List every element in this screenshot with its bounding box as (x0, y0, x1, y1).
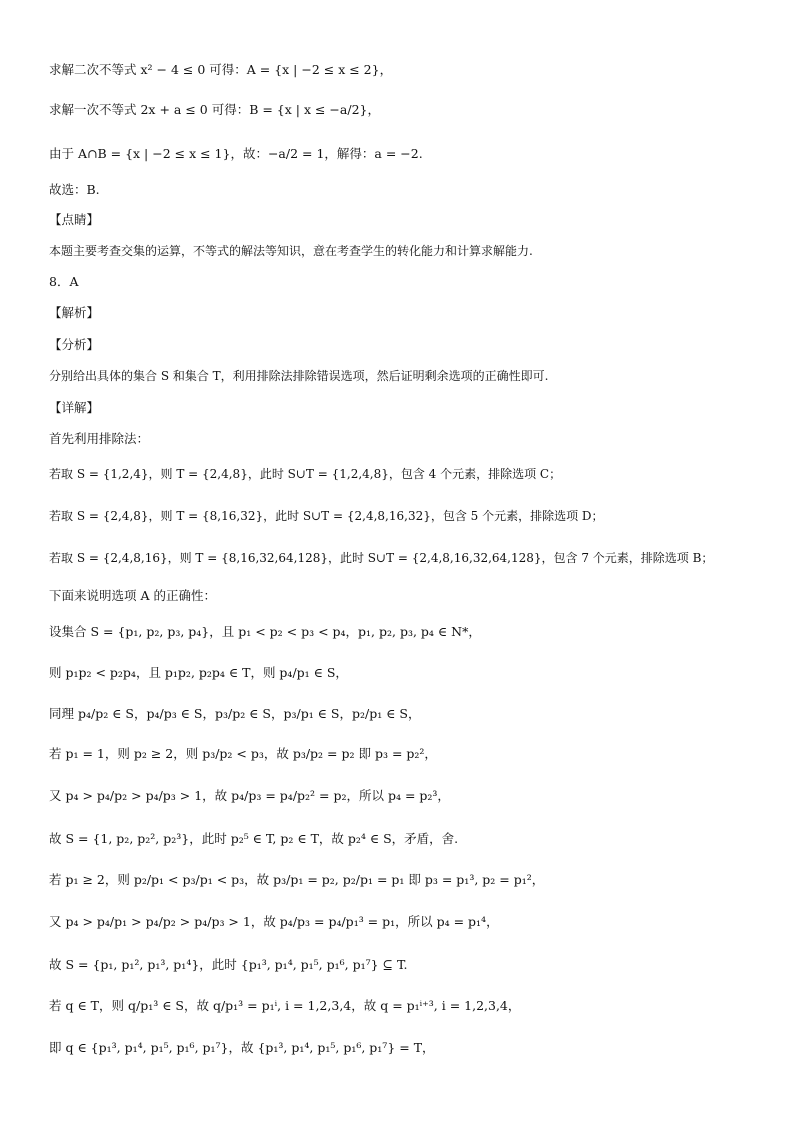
section-label: 【点睛】 (49, 212, 100, 227)
text-line: 又 p₄ > p₄/p₁ > p₄/p₂ > p₄/p₃ > 1，故 p₄/p₃ = p₄/p₁³ = p₁，所以 p₄ = p₁⁴， (49, 914, 499, 929)
text-line: 求解二次不等式 x² − 4 ≤ 0 可得：A = {x | −2 ≤ x ≤ 2}， (49, 62, 393, 77)
text-line: 故选：B. (49, 182, 100, 197)
text-line: 同理 p₄/p₂ ∈ S，p₄/p₃ ∈ S，p₃/p₂ ∈ S，p₃/p₁ ∈ S，p₂/p₁ ∈ S， (49, 706, 421, 721)
text-line: 又 p₄ > p₄/p₂ > p₄/p₃ > 1，故 p₄/p₃ = p₄/p₂² = p₂，所以 p₄ = p₂³， (49, 788, 450, 803)
text-line: 设集合 S = {p₁, p₂, p₃, p₄}，且 p₁ < p₂ < p₃ < p₄，p₁, p₂, p₃, p₄ ∈ N*， (49, 624, 481, 639)
text-line: 即 q ∈ {p₁³, p₁⁴, p₁⁵, p₁⁶, p₁⁷}，故 {p₁³, p₁⁴, p₁⁵, p₁⁶, p₁⁷} = T， (49, 1040, 435, 1055)
text-line: 若取 S = {2,4,8}，则 T = {8,16,32}，此时 S∪T = {2,4,8,16,32}，包含 5 个元素，排除选项 D； (49, 509, 604, 523)
text-line: 若 q ∈ T，则 q/p₁³ ∈ S，故 q/p₁³ = p₁ⁱ, i = 1,2,3,4，故 q = p₁ⁱ⁺³, i = 1,2,3,4， (49, 998, 521, 1013)
text-line: 故 S = {1, p₂, p₂², p₂³}，此时 p₂⁵ ∈ T, p₂ ∈ T，故 p₂⁴ ∈ S，矛盾，舍. (49, 831, 459, 846)
text-line: 若取 S = {1,2,4}，则 T = {2,4,8}，此时 S∪T = {1,2,4,8}，包含 4 个元素，排除选项 C； (49, 467, 562, 481)
text-line: 本题主要考查交集的运算，不等式的解法等知识，意在考查学生的转化能力和计算求解能力. (49, 244, 533, 258)
text-line: 分别给出具体的集合 S 和集合 T，利用排除法排除错误选项，然后证明剩余选项的正确性即可. (49, 369, 549, 383)
text-line: 若 p₁ ≥ 2，则 p₂/p₁ < p₃/p₁ < p₃，故 p₃/p₁ = p₂, p₂/p₁ = p₁ 即 p₃ = p₁³, p₂ = p₁²， (49, 872, 545, 887)
question-heading: 8．A (49, 274, 79, 289)
text-line: 若取 S = {2,4,8,16}，则 T = {8,16,32,64,128}，此时 S∪T = {2,4,8,16,32,64,128}，包含 7 个元素，排除选项 B； (49, 551, 714, 565)
text-line: 求解一次不等式 2x + a ≤ 0 可得：B = {x | x ≤ −a/2}， (49, 102, 380, 117)
text-line: 故 S = {p₁, p₁², p₁³, p₁⁴}，此时 {p₁³, p₁⁴, p₁⁵, p₁⁶, p₁⁷} ⊆ T. (49, 957, 408, 972)
text-line: 下面来说明选项 A 的正确性： (49, 588, 216, 603)
text-line: 若 p₁ = 1，则 p₂ ≥ 2，则 p₃/p₂ < p₃，故 p₃/p₂ = p₂ 即 p₃ = p₂²， (49, 746, 437, 761)
text-line: 由于 A∩B = {x | −2 ≤ x ≤ 1}，故：−a/2 = 1，解得：a = −2. (49, 146, 423, 161)
text-line: 则 p₁p₂ < p₂p₄，且 p₁p₂, p₂p₄ ∈ T，则 p₄/p₁ ∈ S， (49, 665, 348, 680)
section-label: 【详解】 (49, 400, 100, 415)
section-label: 【解析】 (49, 305, 100, 320)
section-label: 【分析】 (49, 337, 100, 352)
text-line: 首先利用排除法： (49, 431, 150, 446)
